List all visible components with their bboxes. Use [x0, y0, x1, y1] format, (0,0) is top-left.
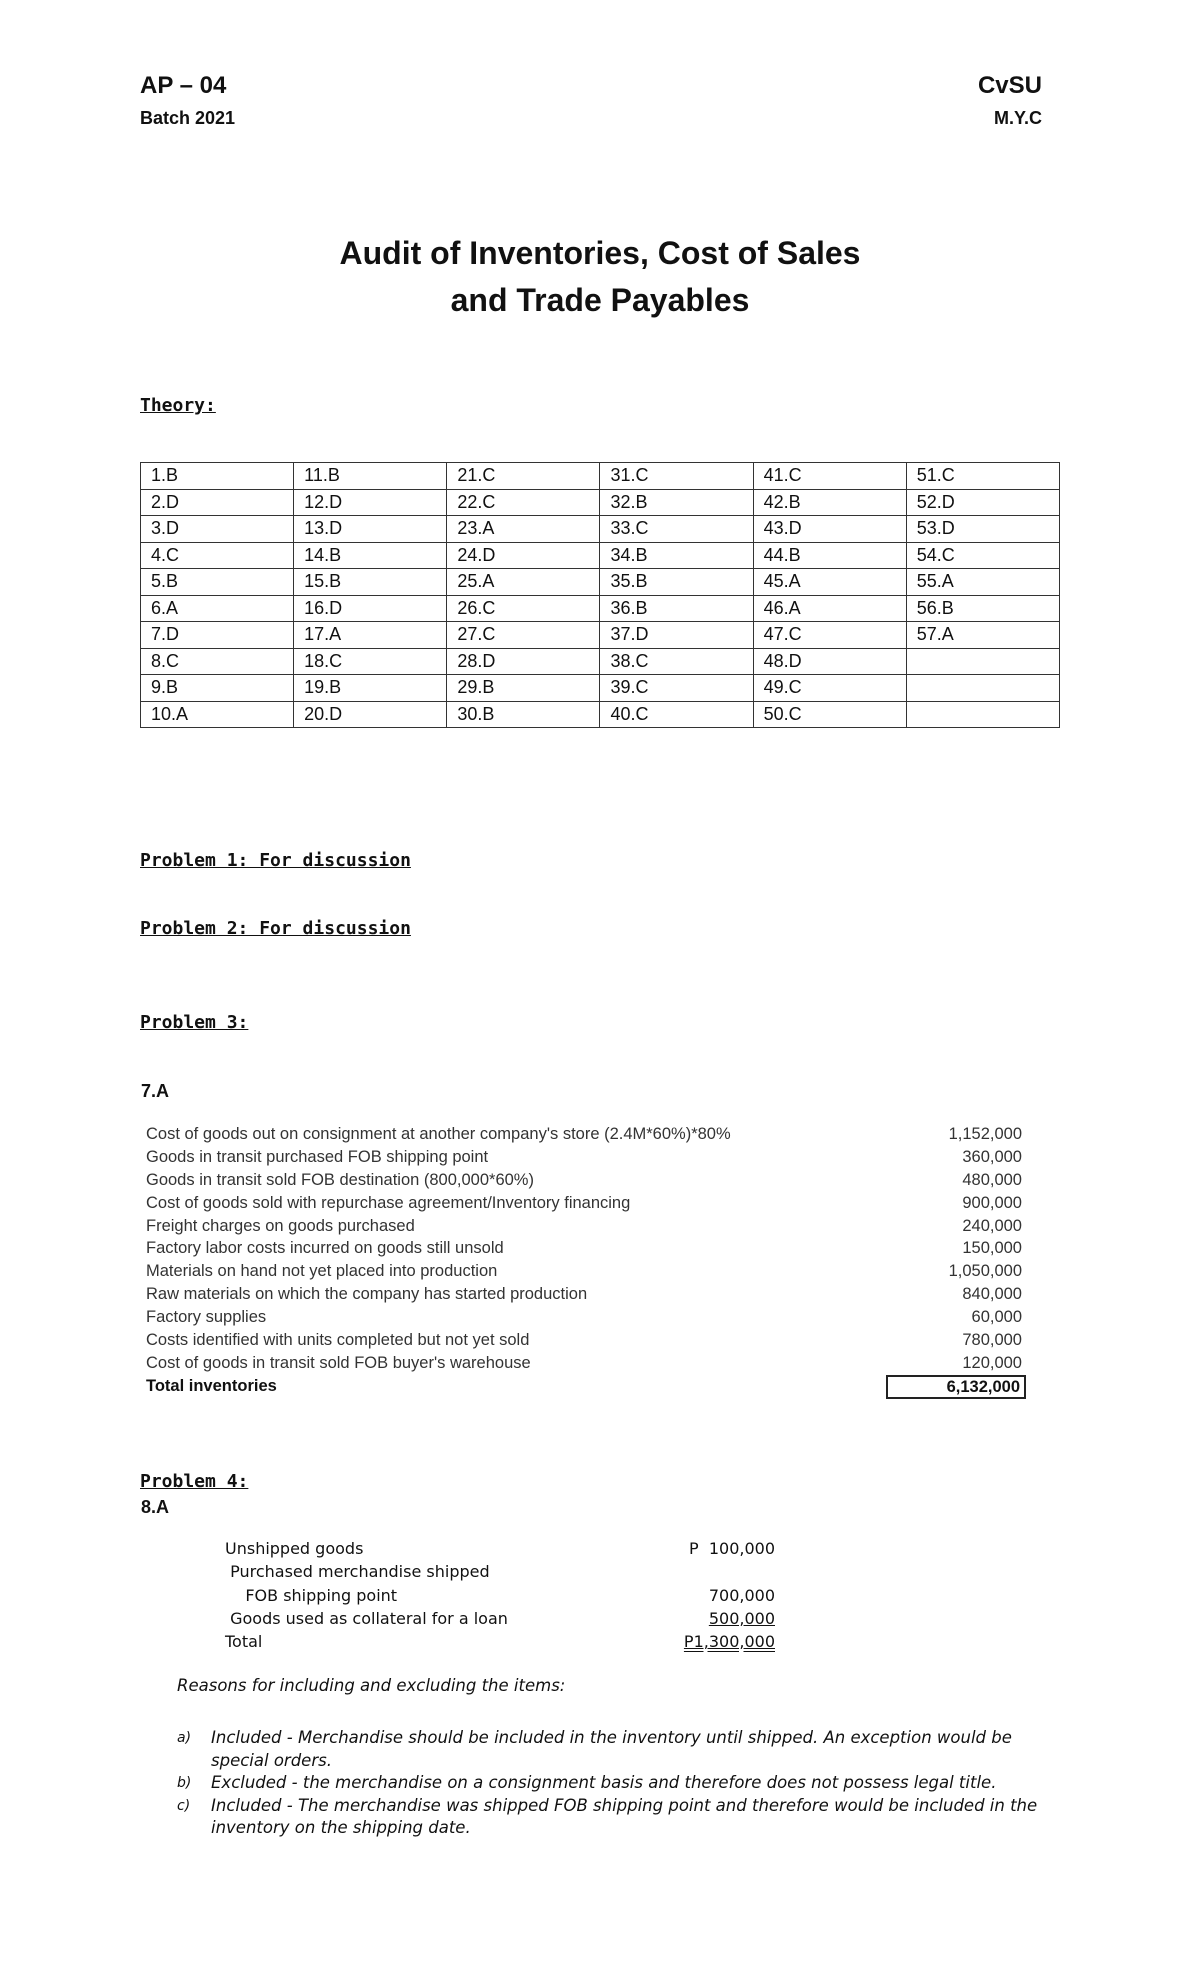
problem4-computation: [225, 1537, 785, 1653]
answer-cell: 14.B: [294, 542, 447, 569]
answer-cell: 13.D: [294, 516, 447, 543]
reasons-heading: Reasons for including and excluding the items:: [177, 1676, 566, 1695]
item-value: 500,000: [708, 1608, 775, 1628]
problem2-heading: Problem 2: For discussion: [140, 918, 411, 939]
problem4-total-row: [225, 1630, 785, 1653]
answer-cell: 28.D: [447, 648, 600, 675]
answer-cell: 54.C: [906, 542, 1059, 569]
inventory-item: [146, 1260, 1026, 1283]
answer-cell: 22.C: [447, 489, 600, 516]
page-title: [0, 230, 1200, 324]
inventory-item: [146, 1123, 1026, 1146]
page-title-line2: and Trade Payables: [450, 282, 750, 318]
answer-cell: 5.B: [141, 569, 294, 596]
answer-cell: 18.C: [294, 648, 447, 675]
answer-cell: 17.A: [294, 622, 447, 649]
page-title-line1: Audit of Inventories, Cost of Sales: [339, 235, 861, 271]
item-value: 1,050,000: [948, 1262, 1022, 1281]
answer-cell: 11.B: [294, 463, 447, 490]
answer-cell: 16.D: [294, 595, 447, 622]
answer-cell: 26.C: [447, 595, 600, 622]
total-label: Total inventories: [146, 1376, 277, 1395]
answer-cell: 3.D: [141, 516, 294, 543]
answer-cell: 1.B: [141, 463, 294, 490]
inventory-total-row: [146, 1375, 1026, 1398]
answer-cell: 27.C: [447, 622, 600, 649]
theory-heading: Theory:: [140, 395, 216, 416]
answer-cell: 37.D: [600, 622, 753, 649]
item-value: 700,000: [708, 1585, 775, 1605]
answer-cell: 50.C: [753, 701, 906, 728]
total-value: P1,300,000: [683, 1632, 775, 1652]
batch-label: Batch 2021: [140, 108, 236, 128]
reason-marker: b): [177, 1775, 192, 1791]
inventory-item: [146, 1192, 1026, 1215]
answer-cell: 23.A: [447, 516, 600, 543]
answer-row: [141, 516, 1060, 543]
answer-cell: 38.C: [600, 648, 753, 675]
inventory-item: [146, 1329, 1026, 1352]
answer-cell: 20.D: [294, 701, 447, 728]
answer-cell: [906, 701, 1059, 728]
reason-item: [177, 1727, 1062, 1772]
answer-cell: 49.C: [753, 675, 906, 702]
item-label: FOB shipping point: [225, 1585, 398, 1605]
inventory-item: [146, 1215, 1026, 1238]
reason-item: [177, 1772, 1062, 1795]
item-value: 240,000: [962, 1216, 1022, 1235]
item-label: Costs identified with units completed but not yet sold: [146, 1331, 530, 1350]
answer-cell: 21.C: [447, 463, 600, 490]
answer-cell: 2.D: [141, 489, 294, 516]
reasons-list: [177, 1727, 1062, 1840]
problem3-answer: 7.A: [141, 1081, 170, 1101]
inventory-item: [146, 1146, 1026, 1169]
answer-cell: 33.C: [600, 516, 753, 543]
item-value: 360,000: [962, 1147, 1022, 1166]
item-label: Cost of goods out on consignment at another company's store (2.4M*60%)*80%: [146, 1125, 731, 1143]
problem4-item: [225, 1537, 785, 1560]
item-label: Purchased merchandise shipped: [225, 1562, 490, 1582]
problem4-answer: 8.A: [141, 1497, 170, 1517]
reason-marker: a): [177, 1730, 192, 1746]
answer-cell: 34.B: [600, 542, 753, 569]
item-value: 900,000: [962, 1193, 1022, 1212]
answer-cell: 15.B: [294, 569, 447, 596]
answer-cell: 55.A: [906, 569, 1059, 596]
problem3-heading: Problem 3:: [140, 1012, 249, 1033]
answer-cell: 40.C: [600, 701, 753, 728]
item-label: Cost of goods sold with repurchase agreement/Inventory financing: [146, 1193, 631, 1212]
item-label: Goods in transit purchased FOB shipping point: [146, 1147, 489, 1166]
answer-cell: 24.D: [447, 542, 600, 569]
reason-text: Included - The merchandise was shipped FOB shipping point and therefore would be included in the inventory on the shipping date.: [211, 1795, 1038, 1837]
total-value: 6,132,000: [886, 1375, 1026, 1399]
total-label: Total: [225, 1632, 263, 1652]
answer-cell: 9.B: [141, 675, 294, 702]
item-label: Unshipped goods: [225, 1539, 364, 1558]
reason-item: [177, 1795, 1062, 1840]
answer-row: [141, 463, 1060, 490]
item-label: Freight charges on goods purchased: [146, 1216, 415, 1235]
item-label: Factory supplies: [146, 1308, 267, 1327]
item-label: Raw materials on which the company has started production: [146, 1285, 588, 1304]
item-value: P 100,000: [689, 1539, 775, 1558]
answer-cell: 30.B: [447, 701, 600, 728]
answer-cell: 35.B: [600, 569, 753, 596]
answer-row: [141, 489, 1060, 516]
item-label: Materials on hand not yet placed into production: [146, 1262, 498, 1281]
school-name: CvSU: [977, 72, 1042, 99]
item-value: 1,152,000: [948, 1125, 1022, 1143]
answer-cell: 47.C: [753, 622, 906, 649]
problem4-heading: Problem 4:: [140, 1471, 249, 1492]
item-value: 60,000: [971, 1308, 1022, 1327]
item-value: 840,000: [962, 1285, 1022, 1304]
item-value: [655, 1560, 775, 1583]
reason-text: Included - Merchandise should be included in the inventory until shipped. An exception would be special orders.: [211, 1728, 1012, 1770]
answer-row: [141, 622, 1060, 649]
item-label: Factory labor costs incurred on goods still unsold: [146, 1239, 504, 1258]
answer-cell: 52.D: [906, 489, 1059, 516]
inventory-item: [146, 1169, 1026, 1192]
inventory-item: [146, 1306, 1026, 1329]
answer-cell: 4.C: [141, 542, 294, 569]
item-value: 780,000: [962, 1331, 1022, 1350]
answer-cell: 31.C: [600, 463, 753, 490]
item-value: 120,000: [962, 1353, 1022, 1372]
inventory-item: [146, 1352, 1026, 1375]
answer-cell: 42.B: [753, 489, 906, 516]
answer-cell: 48.D: [753, 648, 906, 675]
answer-cell: 41.C: [753, 463, 906, 490]
inventory-item: [146, 1283, 1026, 1306]
answer-cell: 7.D: [141, 622, 294, 649]
item-value: 480,000: [962, 1170, 1022, 1189]
answer-cell: 56.B: [906, 595, 1059, 622]
item-label: Goods used as collateral for a loan: [225, 1608, 508, 1628]
problem4-item: [225, 1584, 785, 1607]
theory-answer-table: [140, 462, 1060, 728]
answer-cell: 36.B: [600, 595, 753, 622]
answer-cell: 12.D: [294, 489, 447, 516]
reason-marker: c): [177, 1797, 191, 1814]
answer-cell: 32.B: [600, 489, 753, 516]
problem4-item: [225, 1560, 785, 1583]
answer-cell: 57.A: [906, 622, 1059, 649]
answer-cell: 53.D: [906, 516, 1059, 543]
inventory-computation: [146, 1123, 1026, 1398]
answer-row: [141, 675, 1060, 702]
answer-cell: [906, 648, 1059, 675]
item-label: Goods in transit sold FOB destination (800,000*60%): [146, 1170, 534, 1189]
reason-text: Excluded - the merchandise on a consignment basis and therefore does not possess legal title.: [211, 1773, 997, 1792]
inventory-item: [146, 1237, 1026, 1260]
answer-cell: 45.A: [753, 569, 906, 596]
answer-cell: 46.A: [753, 595, 906, 622]
item-value: 150,000: [962, 1239, 1022, 1258]
problem1-heading: Problem 1: For discussion: [140, 850, 411, 871]
answer-row: [141, 569, 1060, 596]
answer-cell: 51.C: [906, 463, 1059, 490]
answer-cell: 6.A: [141, 595, 294, 622]
answer-cell: 8.C: [141, 648, 294, 675]
answer-cell: 43.D: [753, 516, 906, 543]
course-code: AP – 04: [140, 72, 227, 99]
item-label: Cost of goods in transit sold FOB buyer's warehouse: [146, 1353, 531, 1372]
problem4-item: [225, 1607, 785, 1630]
answer-cell: 19.B: [294, 675, 447, 702]
author-initials: M.Y.C: [993, 108, 1042, 128]
answer-cell: 44.B: [753, 542, 906, 569]
answer-cell: [906, 675, 1059, 702]
answer-row: [141, 701, 1060, 728]
answer-row: [141, 648, 1060, 675]
answer-cell: 25.A: [447, 569, 600, 596]
answer-row: [141, 595, 1060, 622]
answer-cell: 29.B: [447, 675, 600, 702]
answer-cell: 10.A: [141, 701, 294, 728]
answer-cell: 39.C: [600, 675, 753, 702]
answer-row: [141, 542, 1060, 569]
